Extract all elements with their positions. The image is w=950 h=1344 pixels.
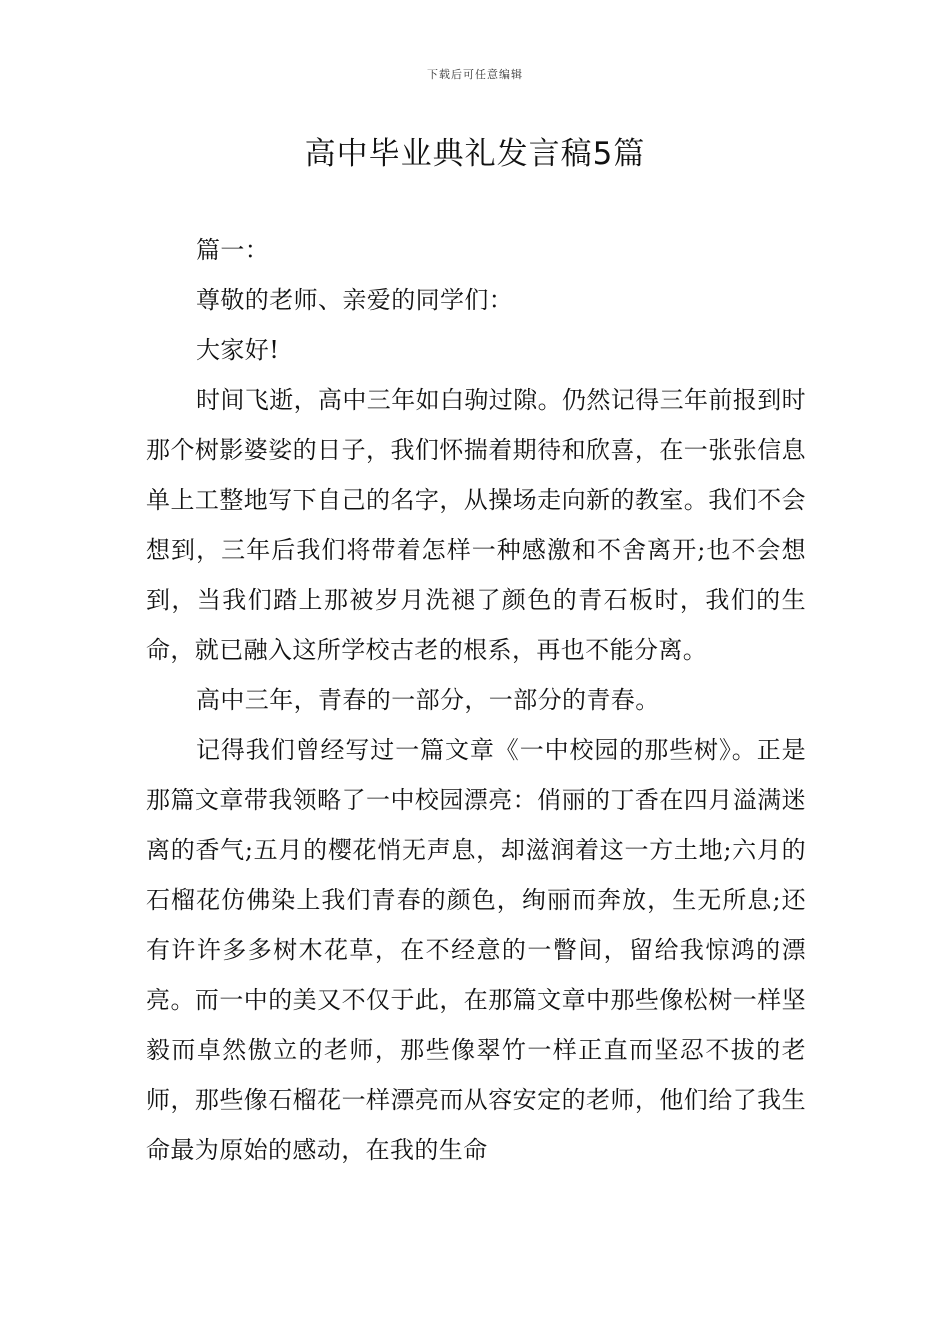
paragraph: 时间飞逝，高中三年如白驹过隙。仍然记得三年前报到时那个树影婆娑的日子，我们怀揣着期待和欣喜，在一张张信息单上工整地写下自己的名字，从操场走向新的教室。我们不会想到，三年后我们将带着怎样一种感激和不舍离开;也不会想到，当我们踏上那被岁月洗褪了颜色的青石板时，我们的生命，就已融入这所学校古老的根系，再也不能分离。 [146, 386, 806, 664]
section-heading: 篇一： [196, 236, 270, 264]
salutation: 尊敬的老师、亲爱的同学们： [196, 286, 514, 314]
paragraph: 高中三年，青春的一部分，一部分的青春。 [196, 686, 660, 714]
document-body [146, 225, 806, 1175]
paragraph: 记得我们曾经写过一篇文章《一中校园的那些树》。正是那篇文章带我领略了一中校园漂亮：俏丽的丁香在四月溢满迷离的香气;五月的樱花悄无声息，却滋润着这一方土地;六月的石榴花仿佛染上我们青春的颜色，绚丽而奔放，生无所息;还有许许多多树木花草，在不经意的一瞥间，留给我惊鸿的漂亮。而一中的美又不仅于此，在那篇文章中那些像松树一样坚毅而卓然傲立的老师，那些像翠竹一样正直而坚忍不拔的老师，那些像石榴花一样漂亮而从容安定的老师，他们给了我生命最为原始的感动，在我的生命 [146, 736, 806, 1164]
header-note: 下载后可任意编辑 [427, 68, 523, 81]
greeting: 大家好! [196, 336, 280, 364]
document-title: 高中毕业典礼发言稿5篇 [304, 136, 646, 172]
